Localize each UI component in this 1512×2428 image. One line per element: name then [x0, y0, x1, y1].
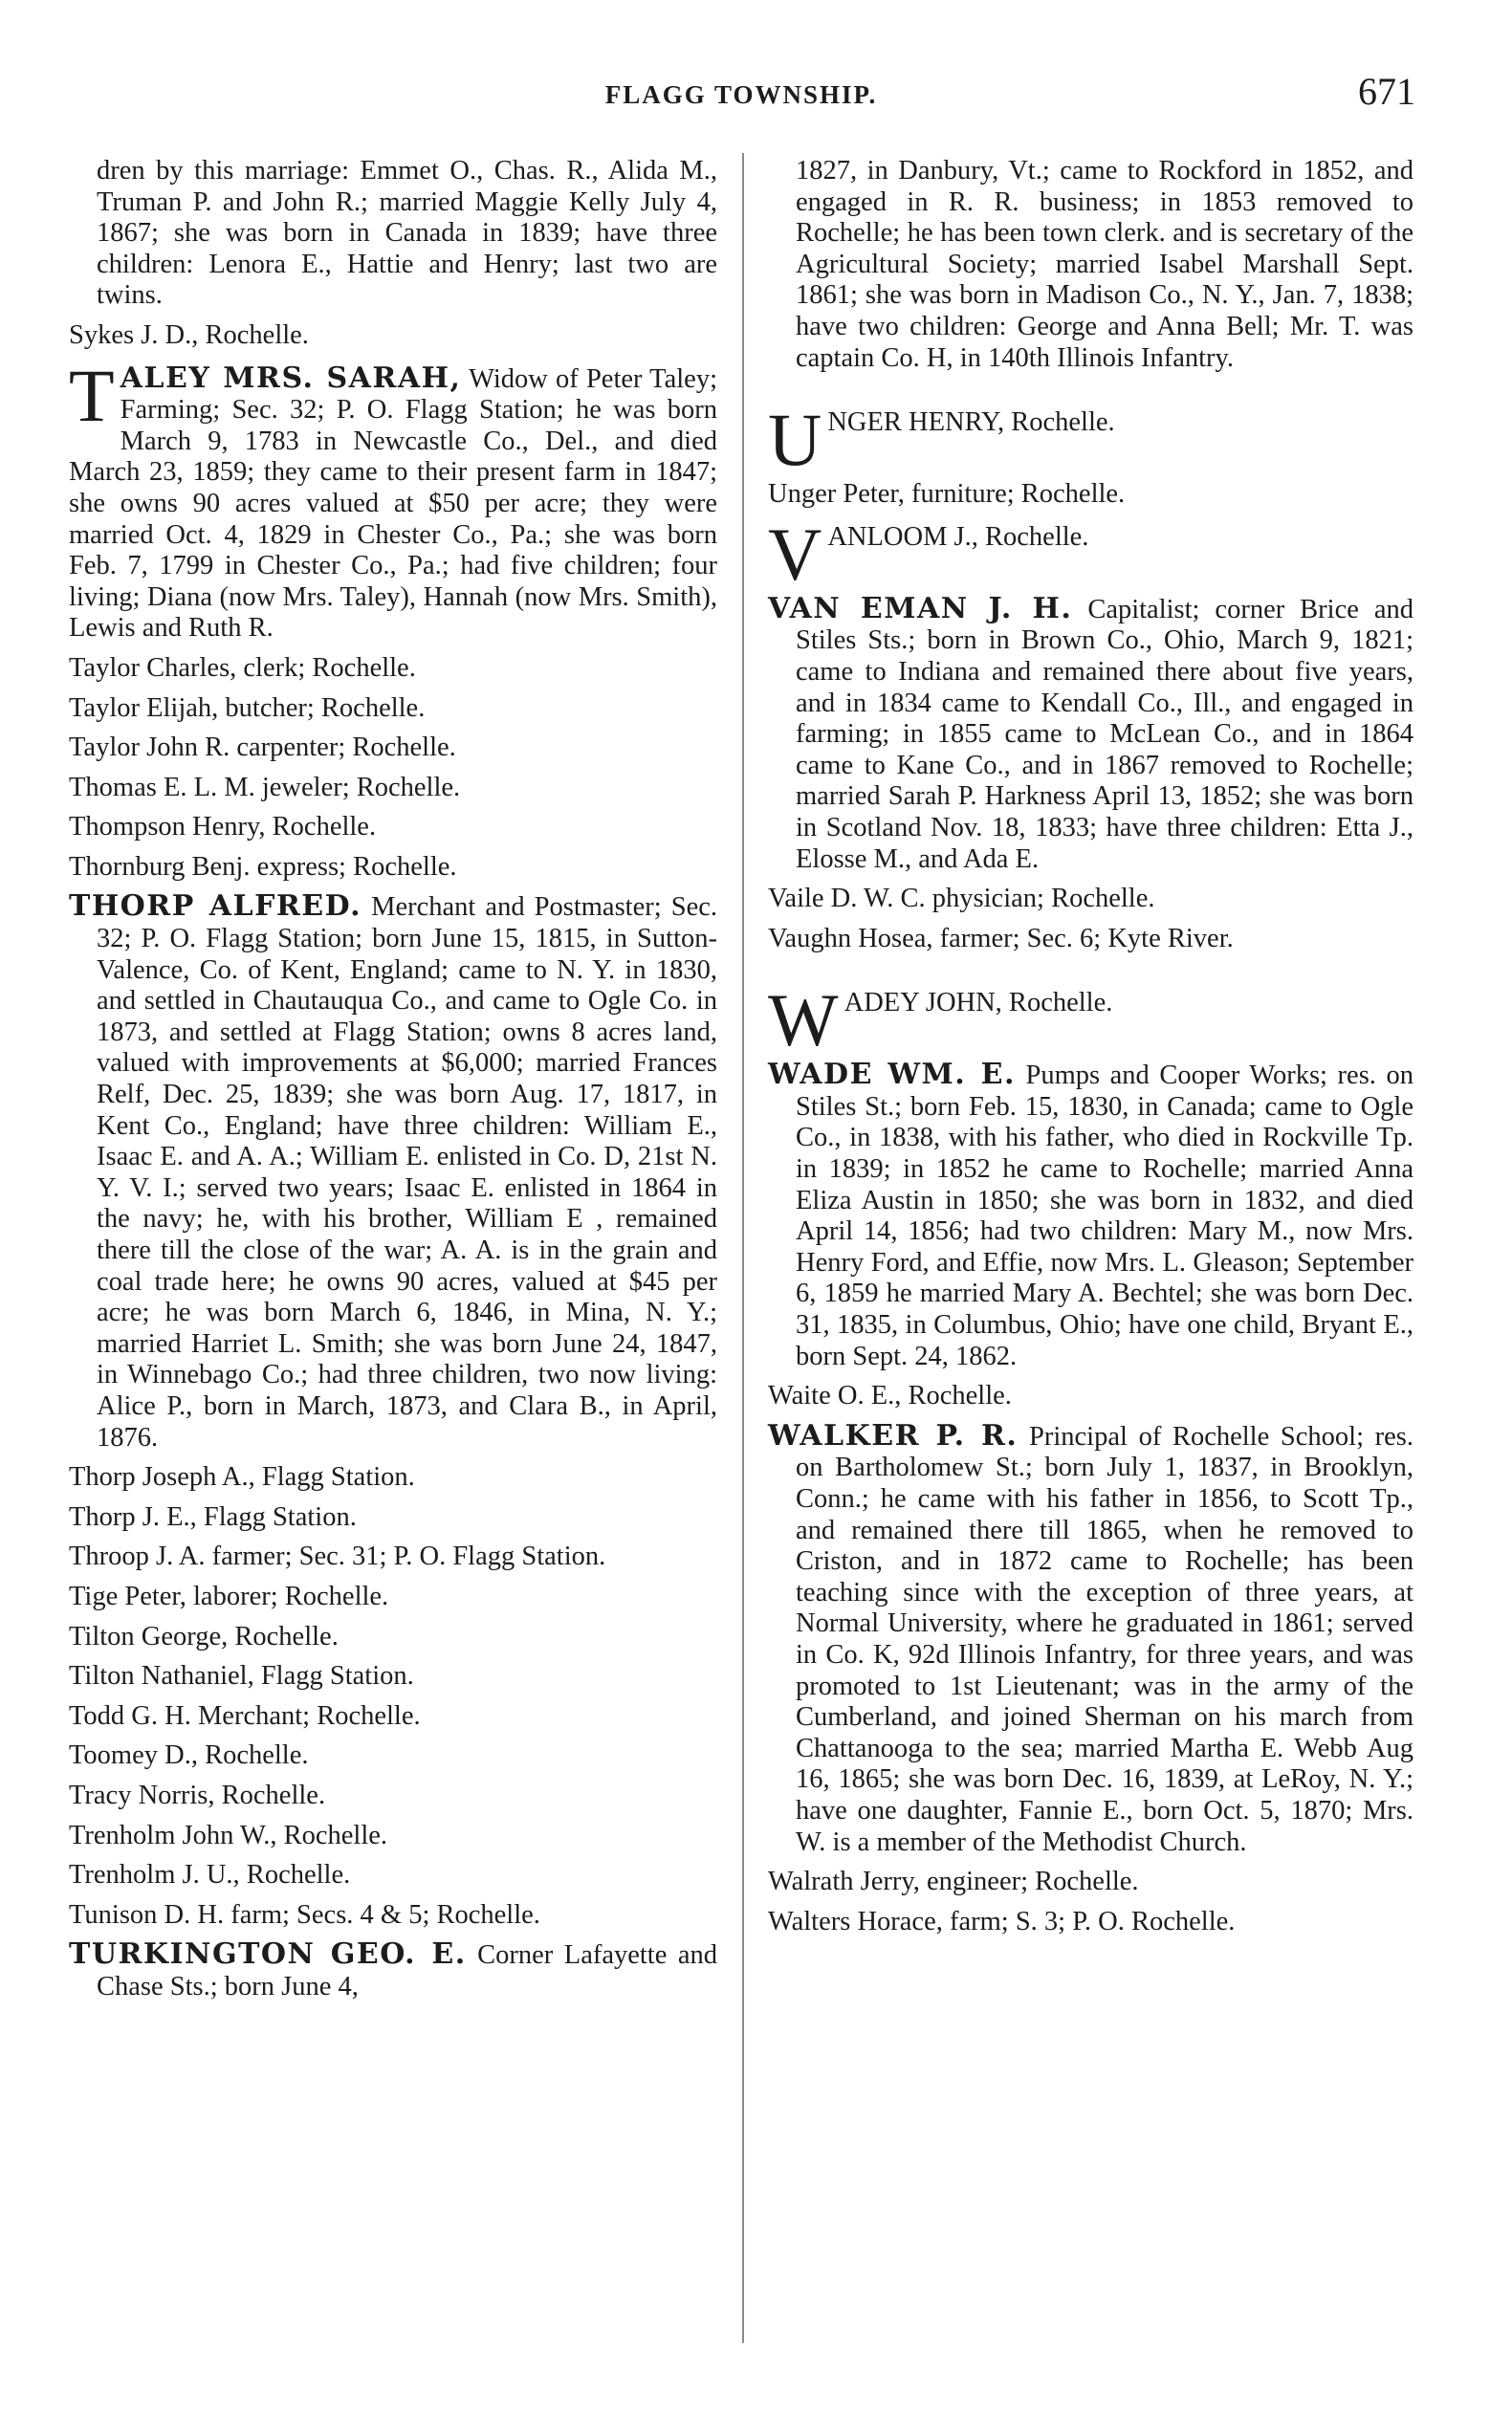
directory-entry: Sykes J. D., Rochelle.: [69, 319, 309, 350]
directory-entry: Walters Horace, farm; S. 3; P. O. Rochelle.: [768, 1906, 1236, 1936]
entry-text: Pumps and Cooper Works; res. on Stiles St.; born Feb. 15, 1830, in Canada; came to Ogle Co., in 1838, with his father, who died in Rockville Tp. in 1839; in 1852 he came to Rochelle; married Anna Eliza Austin in 1850; she was born in 1832, and died April 14, 1856; had two children: Mary M., now Mrs. Henry Ford, and Effie, now Mrs. L. Gleason; September 6, 1859 he married Mary A. Bechtel; she was born Dec. 31, 1835, in Columbus, Ohio; have one child, Bryant E., born Sept. 24, 1862.: [796, 1061, 1413, 1371]
entry-text: ANLOOM J., Rochelle.: [827, 521, 1089, 552]
entry-name: WALKER P. R.: [768, 1418, 1019, 1453]
entry-text: ADEY JOHN, Rochelle.: [844, 988, 1113, 1018]
entry-text: Widow of Peter Taley; Farming; Sec. 32; P. O. Flagg Station; he was born March 9, 1783 in Newcastle Co., Del., and died March 23, 1859; they came to their present farm in 1847; she owns 90 acres valued at $50 per acre; they were married Oct. 4, 1829 in Chester Co., Pa.; she was born Feb. 7, 1799 in Chester Co., Pa.; had five children; four living; Diana (now Mrs. Taley), Hannah (now Mrs. Smith), Lewis and Ruth R.: [69, 363, 717, 644]
drop-cap: T: [69, 353, 115, 437]
biography-entry: [69, 1939, 717, 2002]
directory-entry: Unger Peter, furniture; Rochelle.: [768, 479, 1126, 510]
running-head: FLAGG TOWNSHIP.: [604, 80, 878, 109]
directory-entry: Toomey D., Rochelle.: [69, 1740, 309, 1771]
entry-name: WADE WM. E.: [768, 1058, 1016, 1092]
directory-entry: Walrath Jerry, engineer; Rochelle.: [768, 1867, 1139, 1897]
entry-name: THORP ALFRED.: [69, 889, 362, 924]
directory-entry: Thomas E. L. M. jeweler; Rochelle.: [69, 772, 461, 802]
entry-name: VAN EMAN J. H.: [768, 591, 1073, 625]
right-column: [768, 156, 1413, 1946]
section-initial-entry: [768, 512, 1413, 596]
directory-entry: Tunison D. H. farm; Secs. 4 & 5; Rochelle.: [69, 1899, 540, 1930]
continued-entry: 1827, in Danbury, Vt.; came to Rockford in 1852, and engaged in R. R. business; in 1853 removed to Rochelle; he has been town clerk. and is secretary of the Agricultural Society; married Isabel Marshall Sept. 1861; she was born in Madison Co., N. Y., Jan. 7, 1838; have two children: George and Anna Bell; Mr. T. was captain Co. H, in 140th Illinois Infantry.: [796, 156, 1413, 373]
directory-entry: Tilton Nathaniel, Flagg Station.: [69, 1661, 414, 1692]
directory-entry: Trenholm John W., Rochelle.: [69, 1820, 388, 1850]
biography-entry: [768, 1060, 1413, 1372]
directory-entry: Taylor John R. carpenter; Rochelle.: [69, 733, 456, 763]
directory-entry: Vaughn Hosea, farmer; Sec. 6; Kyte River.: [768, 923, 1234, 953]
directory-entry: Thorp J. E., Flagg Station.: [69, 1501, 357, 1532]
directory-entry: Tilton George, Rochelle.: [69, 1621, 339, 1651]
biography-entry: [69, 891, 717, 1454]
page-header: [67, 69, 1415, 126]
entry-text: Corner Lafayette and Chase Sts.; born June 4,: [97, 1940, 717, 2001]
directory-entry: Taylor Elijah, butcher; Rochelle.: [69, 692, 426, 723]
entry-text: Merchant and Postmaster; Sec. 32; P. O. Flagg Station; born June 15, 1815, in Sutton-Valence, Co. of Kent, England; came to N. Y. in 1830, and settled in Chautauqua Co., and came to Ogle Co. in 1873, and settled at Flagg Station; owns 8 acres land, valued with improvements at $6,000; married Frances Relf, Dec. 25, 1839; she was born Aug. 17, 1817, in Kent Co., England; have three children: William E., Isaac E. and A. A.; William E. enlisted in Co. D, 21st N. Y. V. I.; served two years; Isaac E. enlisted in 1864 in the navy; he, with his brother, William E , remained there till the close of the war; A. A. is in the grain and coal trade here; he owns 90 acres, valued at $45 per acre; he was born March 6, 1846, in Mina, N. Y.; married Harriet L. Smith; she was born June 24, 1847, in Winnebago Co.; had three children, two now living: Alice P., born in March, 1873, and Clara B., in April, 1876.: [97, 892, 718, 1453]
directory-entry: Trenholm J. U., Rochelle.: [69, 1860, 351, 1891]
directory-entry: Vaile D. W. C. physician; Rochelle.: [768, 884, 1155, 914]
section-initial-entry: [768, 398, 1413, 482]
directory-entry: Thompson Henry, Rochelle.: [69, 812, 377, 842]
spacer: [768, 383, 1413, 396]
directory-entry: Thorp Joseph A., Flagg Station.: [69, 1462, 415, 1493]
continued-entry: dren by this marriage: Emmet O., Chas. R., Alida M., Truman P. and John R.; married Maggie Kelly July 4, 1867; she was born in Canada in 1839; have three children: Lenora E., Hattie and Henry; last two are twins.: [97, 156, 717, 311]
entry-text: Capitalist; corner Brice and Stiles Sts.; born in Brown Co., Ohio, March 9, 1821; came to Indiana and remained there about five years, and in 1834 came to Kendall Co., Ill., and engaged in farming; in 1855 came to McLean Co., and in 1864 came to Kane Co., and in 1867 removed to Rochelle; married Sarah P. Harkness April 13, 1852; she was born in Scotland Nov. 18, 1833; have three children: Etta J., Elosse M., and Ada E.: [796, 594, 1413, 874]
left-column: [69, 156, 717, 2011]
entry-text: Principal of Rochelle School; res. on Bartholomew St.; born July 1, 1837, in Brooklyn, Conn.; he came with his father in 1856, to Scott Tp., and remained there till 1865, when he removed to Criston, and in 1872 came to Rochelle; has been teaching since with the exception of three years, at Normal University, where he graduated in 1861; served in Co. K, 92d Illinois Infantry, for three years, and was promoted to 1st Lieutenant; was in the army of the Cumberland, and joined Sherman on his march from Chattanooga to the sea; married Martha E. Webb Aug 16, 1865; she was born Dec. 16, 1839, at LeRoy, N. Y.; have one daughter, Fannie E., born Oct. 5, 1870; Mrs. W. is a member of the Methodist Church.: [796, 1421, 1413, 1857]
drop-cap: W: [768, 978, 839, 1062]
directory-entry: Taylor Charles, clerk; Rochelle.: [69, 652, 416, 683]
section-initial-entry: [69, 353, 717, 645]
page-number: 671: [1358, 70, 1415, 113]
directory-entry: Thornburg Benj. express; Rochelle.: [69, 851, 457, 882]
spacer: [768, 963, 1413, 976]
directory-entry: Throop J. A. farmer; Sec. 31; P. O. Flagg Station.: [69, 1542, 606, 1572]
section-initial-entry: [768, 978, 1413, 1062]
directory-entry: Tige Peter, laborer; Rochelle.: [69, 1581, 389, 1611]
biography-entry: [768, 1418, 1413, 1858]
drop-cap: U: [768, 398, 822, 482]
biography-entry: [768, 591, 1413, 875]
column-divider: [742, 153, 744, 2343]
directory-entry: Tracy Norris, Rochelle.: [69, 1780, 326, 1810]
drop-cap: V: [768, 512, 822, 596]
entry-name: ALEY MRS. SARAH,: [120, 361, 462, 395]
directory-entry: Todd G. H. Merchant; Rochelle.: [69, 1700, 421, 1731]
entry-name: TURKINGTON GEO. E.: [69, 1937, 467, 1972]
entry-text: NGER HENRY, Rochelle.: [827, 407, 1115, 438]
directory-entry: Waite O. E., Rochelle.: [768, 1381, 1012, 1411]
